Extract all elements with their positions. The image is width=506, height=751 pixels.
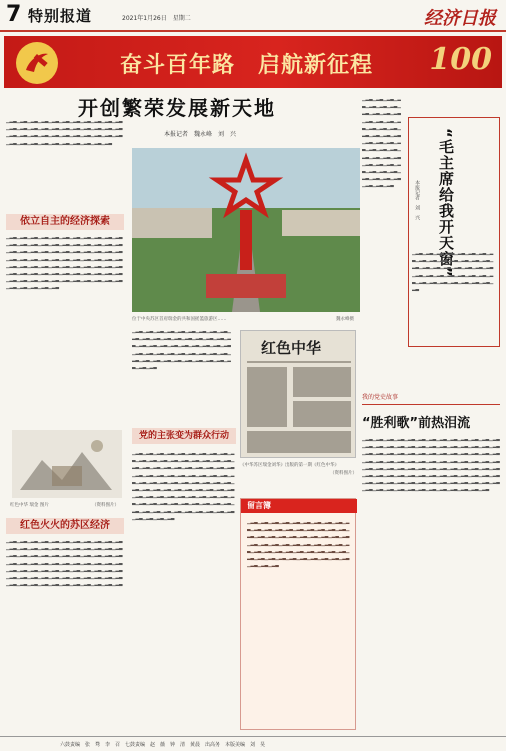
col1-text-block: ▁▂▃▁▂▃▁▂▃▁▂▃▁▂▃▁▂▃▁▂▃▁▂▃▁▂▃▁▂▃▁▂▃▁▂▃▁▂▃▁▂▃▁▂▃▁▂▃▁▂▃▁▂▃▁▂▃▁▂▃▁▂▃▁▂▃▁▂▃▁▂▃▁▂▃▁▂▃▁▂▃▁▂▃▁▂▃▁▂▃▁▂▃▁▂▃▁▂▃▁▂▃▁▂▃▁▂▃▁▂▃▁▂▃▁▂▃▁▂▃▁▂▃▁▂▃▁▂▃▁▂▃▁▂▃▁▂▃▁▂▃▁▂▃▁▂▃▁▂▃▁▂▃▁▂▃▁▂▃▁▂▃▁▂▃▁▂▃▁▂▃▁▂▃▁▂▃▁▂▃▁▂▃▁▂▃▁▂▃▁▂▃▁▂▃▁▂▃▁▂▃▁▂▃▁▂▃▁▂▃▁▂▃▁▂▃▁▂▃▁▂▃▁▂▃▁▂▃▁▂▃▁▂▃▁▂▃▁▂▃▁▂▃▁▂▃ bbox=[6, 235, 123, 291]
side-feature-text: ▁▂▃▁▂▃▁▂▃▁▂▃▁▂▃▁▂▃▁▂▃▁▂▃▁▂▃▁▂▃▁▂▃▁▂▃▁▂▃▁▂▃▁▂▃▁▂▃▁▂▃▁▂▃▁▂▃▁▂▃▁▂▃▁▂▃▁▂▃▁▂▃▁▂▃▁▂▃▁▂▃▁▂▃▁▂▃▁▂▃▁▂▃▁▂▃▁▂▃▁▂▃▁▂▃▁▂▃▁▂▃▁▂▃▁▂▃ bbox=[412, 251, 494, 293]
col2b-text-block: ▁▂▃▁▂▃▁▂▃▁▂▃▁▂▃▁▂▃▁▂▃▁▂▃▁▂▃▁▂▃▁▂▃▁▂▃▁▂▃▁▂▃▁▂▃▁▂▃▁▂▃▁▂▃▁▂▃▁▂▃▁▂▃▁▂▃▁▂▃▁▂▃▁▂▃▁▂▃▁▂▃▁▂▃▁▂▃▁▂▃▁▂▃▁▂▃▁▂▃▁▂▃▁▂▃▁▂▃▁▂▃▁▂▃▁▂▃▁▂▃▁▂▃▁▂▃▁▂▃▁▂▃▁▂▃▁▂▃▁▂▃▁▂▃▁▂▃▁▂▃▁▂▃▁▂▃▁▂▃▁▂▃▁▂▃▁▂▃▁▂▃▁▂▃▁▂▃▁▂▃▁▂▃▁▂▃▁▂▃▁▂▃▁▂▃▁▂▃▁▂▃▁▂▃▁▂▃▁▂▃▁▂▃▁▂▃▁▂▃▁▂▃▁▂▃▁▂▃▁▂▃▁▂▃▁▂▃▁▂▃▁▂▃▁▂▃▁▂▃▁▂▃▁▂▃▁▂▃▁▂▃▁▂▃▁▂▃▁▂▃▁▂▃ bbox=[132, 451, 235, 521]
illustration-art bbox=[12, 430, 122, 498]
main-photo bbox=[132, 148, 360, 312]
old-newspaper-title: 红色中华 bbox=[261, 339, 322, 357]
side-story-title: “胜利歌”前热泪流 bbox=[362, 416, 471, 431]
photo-caption: 位于中央苏区首府瑞金的共和国摇篮旅游区…… bbox=[132, 317, 227, 322]
col3-text-block: ▁▂▃▁▂▃▁▂▃▁▂▃▁▂▃▁▂▃▁▂▃▁▂▃▁▂▃▁▂▃▁▂▃▁▂▃▁▂▃▁▂▃▁▂▃▁▂▃▁▂▃▁▂▃▁▂▃▁▂▃▁▂▃▁▂▃▁▂▃▁▂▃▁▂▃▁▂▃▁▂▃▁▂▃▁▂▃▁▂▃▁▂▃▁▂▃▁▂▃▁▂▃▁▂▃▁▂▃▁▂▃▁▂▃▁▂▃▁▂▃▁▂▃▁▂▃▁▂▃▁▂▃▁▂▃▁▂▃▁▂▃ bbox=[362, 97, 401, 189]
anniversary-banner bbox=[4, 36, 502, 88]
issue-date: 2021年1月26日 星期二 bbox=[122, 15, 191, 22]
historical-illustration bbox=[12, 430, 122, 498]
old-newspaper-image bbox=[240, 330, 356, 458]
banner-slogan: 奋斗百年路 启航新征程 bbox=[120, 53, 374, 78]
comment-box bbox=[240, 498, 356, 730]
col1b-text-block: ▁▂▃▁▂▃▁▂▃▁▂▃▁▂▃▁▂▃▁▂▃▁▂▃▁▂▃▁▂▃▁▂▃▁▂▃▁▂▃▁▂▃▁▂▃▁▂▃▁▂▃▁▂▃▁▂▃▁▂▃▁▂▃▁▂▃▁▂▃▁▂▃▁▂▃▁▂▃▁▂▃▁▂▃▁▂▃▁▂▃▁▂▃▁▂▃▁▂▃▁▂▃▁▂▃▁▂▃▁▂▃▁▂▃▁▂▃▁▂▃▁▂▃▁▂▃▁▂▃▁▂▃▁▂▃▁▂▃▁▂▃▁▂▃▁▂▃▁▂▃▁▂▃▁▂▃▁▂▃▁▂▃▁▂▃▁▂▃▁▂▃▁▂▃▁▂▃▁▂▃▁▂▃▁▂▃▁▂▃▁▂▃▁▂▃▁▂▃▁▂▃▁▂▃▁▂▃▁▂▃▁▂▃▁▂▃▁▂▃▁▂▃▁▂▃▁▂▃▁▂▃ bbox=[6, 539, 123, 588]
anniversary-number: 100 bbox=[429, 42, 492, 77]
comment-text-block: ▁▂▃▁▂▃▁▂▃▁▂▃▁▂▃▁▂▃▁▂▃▁▂▃▁▂▃▁▂▃▁▂▃▁▂▃▁▂▃▁▂▃▁▂▃▁▂▃▁▂▃▁▂▃▁▂▃▁▂▃▁▂▃▁▂▃▁▂▃▁▂▃▁▂▃▁▂▃▁▂▃▁▂▃▁▂▃▁▂▃▁▂▃▁▂▃▁▂▃▁▂▃▁▂▃▁▂▃▁▂▃▁▂▃▁▂▃▁▂▃▁▂▃▁▂▃▁▂▃▁▂▃▁▂▃▁▂▃▁▂▃▁▂▃▁▂▃▁▂▃▁▂▃▁▂▃▁▂▃▁▂▃▁▂▃▁▂▃▁▂▃▁▂▃▁▂▃▁▂▃▁▂▃ bbox=[247, 520, 350, 569]
byline: 本报记者 魏永峰 刘 兴 bbox=[164, 131, 237, 138]
party-emblem-icon bbox=[14, 40, 60, 86]
page-number: 7 bbox=[6, 2, 22, 27]
col4-text-block: ▁▂▃▁▂▃▁▂▃▁▂▃▁▂▃▁▂▃▁▂▃▁▂▃▁▂▃▁▂▃▁▂▃▁▂▃▁▂▃▁▂▃▁▂▃▁▂▃▁▂▃▁▂▃▁▂▃▁▂▃▁▂▃▁▂▃▁▂▃▁▂▃▁▂▃▁▂▃▁▂▃▁▂▃▁▂▃▁▂▃▁▂▃▁▂▃▁▂▃▁▂▃▁▂▃▁▂▃▁▂▃▁▂▃▁▂▃▁▂▃▁▂▃▁▂▃▁▂▃▁▂▃▁▂▃▁▂▃▁▂▃▁▂▃▁▂▃▁▂▃▁▂▃▁▂▃▁▂▃▁▂▃▁▂▃▁▂▃▁▂▃▁▂▃▁▂▃▁▂▃▁▂▃▁▂▃▁▂▃▁▂▃▁▂▃▁▂▃▁▂▃▁▂▃▁▂▃▁▂▃▁▂▃▁▂▃▁▂▃▁▂▃▁▂▃▁▂▃▁▂▃▁▂▃▁▂▃▁▂▃▁▂▃▁▂▃▁▂▃▁▂▃▁▂▃▁▂▃▁▂▃▁▂▃▁▂▃▁▂▃▁▂▃▁▂▃▁▂▃▁▂▃▁▂▃▁▂▃▁▂▃▁▂▃▁▂▃▁▂▃▁▂▃▁▂▃▁▂▃ bbox=[362, 437, 500, 493]
section-title: 特别报道 bbox=[28, 7, 93, 25]
illustration-caption: 红色中华 瑞金 图片 bbox=[10, 503, 49, 508]
page-footer: 六鼓责编 张 骛 李 召 七鼓责编 赵 薇 钟 清 黄晨 出高务 本版美编 刘 昊 bbox=[0, 736, 506, 751]
page-header bbox=[0, 0, 506, 32]
comment-box-label: 留言簿 bbox=[241, 499, 357, 513]
subhead-3: 党的主张变为群众行动 bbox=[132, 428, 236, 444]
old-newspaper-print bbox=[241, 331, 356, 458]
side-feature-title: “毛主席给我开天窗” bbox=[437, 128, 455, 278]
old-newspaper-credit: （资料图片） bbox=[330, 471, 357, 476]
photo-credit: 魏永峰摄 bbox=[336, 317, 354, 322]
subhead-1: 依立自主的经济探索 bbox=[6, 214, 124, 230]
subhead-2: 红色火火的苏区经济 bbox=[6, 518, 124, 534]
divider bbox=[362, 404, 500, 405]
illustration-credit: （资料图片） bbox=[92, 503, 119, 508]
story-tag: 我的党史故事 bbox=[362, 394, 399, 401]
side-feature-author: 本报记者 刘 兴 bbox=[414, 180, 420, 220]
intro-text-block: ▁▂▃▁▂▃▁▂▃▁▂▃▁▂▃▁▂▃▁▂▃▁▂▃▁▂▃▁▂▃▁▂▃▁▂▃▁▂▃▁▂▃▁▂▃▁▂▃▁▂▃▁▂▃▁▂▃▁▂▃▁▂▃▁▂▃▁▂▃▁▂▃▁▂▃▁▂▃▁▂▃▁▂▃▁▂▃▁▂▃▁▂▃▁▂▃▁▂▃▁▂▃▁▂▃▁▂▃▁▂▃▁▂▃▁▂▃▁▂▃▁▂▃▁▂▃▁▂▃ bbox=[6, 119, 123, 146]
paper-name: 经济日报 bbox=[424, 8, 496, 29]
col2-text-block: ▁▂▃▁▂▃▁▂▃▁▂▃▁▂▃▁▂▃▁▂▃▁▂▃▁▂▃▁▂▃▁▂▃▁▂▃▁▂▃▁▂▃▁▂▃▁▂▃▁▂▃▁▂▃▁▂▃▁▂▃▁▂▃▁▂▃▁▂▃▁▂▃▁▂▃▁▂▃▁▂▃▁▂▃▁▂▃▁▂▃▁▂▃▁▂▃▁▂▃▁▂▃▁▂▃▁▂▃▁▂▃▁▂▃▁▂▃▁▂▃▁▂▃▁▂▃▁▂▃▁▂▃▁▂▃▁▂▃▁▂▃▁▂▃▁▂▃ bbox=[132, 329, 231, 371]
main-headline: 开创繁荣发展新天地 bbox=[78, 96, 276, 120]
old-newspaper-caption: 《中华苏区瑞金刘华》出版的第一期《红色中华》 bbox=[240, 463, 339, 468]
monument-photo bbox=[132, 148, 360, 312]
